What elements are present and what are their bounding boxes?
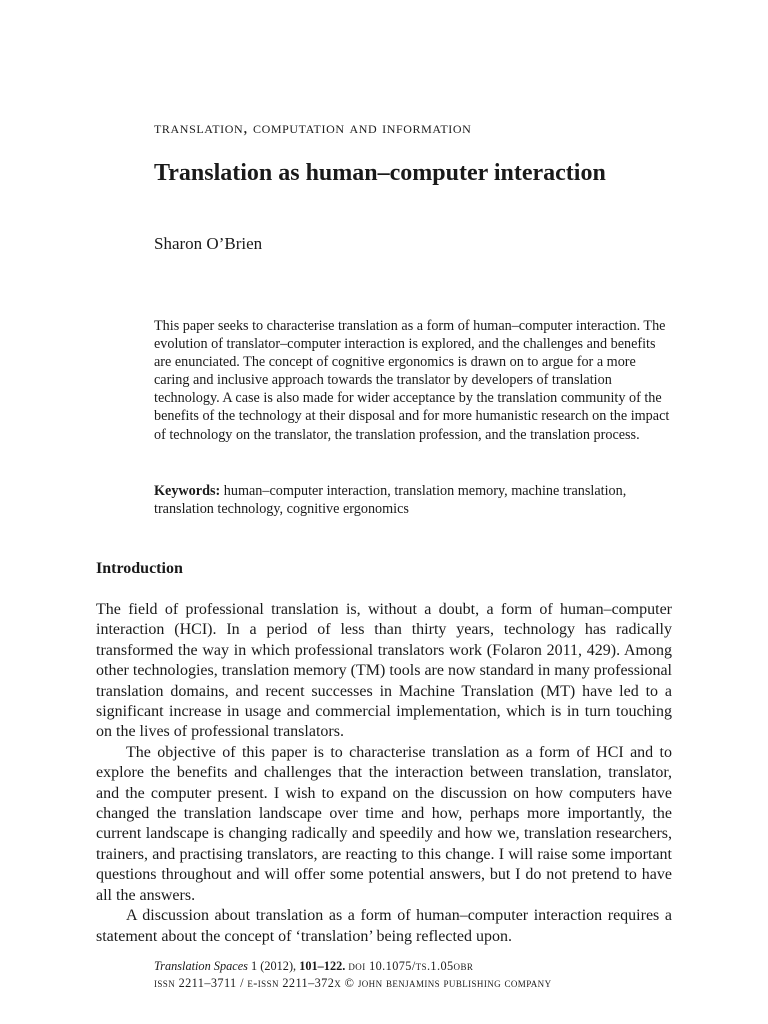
keywords-text: human–computer interaction, translation memory, machine translation, translation technology, cognitive ergonomics xyxy=(154,483,627,518)
page-footer xyxy=(154,958,551,992)
introduction-heading: Introduction xyxy=(96,560,183,577)
journal-name: Translation Spaces xyxy=(154,959,248,973)
citation-line xyxy=(154,958,551,975)
section-heading: translation, computation and information xyxy=(154,118,472,137)
journal-volume: 1 (2012), xyxy=(251,959,297,973)
abstract: This paper seeks to characterise translation as a form of human–computer interaction. The evolution of translator–computer interaction is explored, and the challenges and benefits are enunciated. The concept of cognitive ergonomics is drawn on to argue for a more caring and inclusive approach towards the translator by developers of translation technology. A case is also made for wider acceptance by the translation community of the benefits of the technology at their disposal and for more humanistic research on the impact of technology on the translator, the translation profession, and the translation process. xyxy=(154,318,670,443)
paper-title: Translation as human–computer interaction xyxy=(154,160,606,186)
page-range: 101–122. xyxy=(299,959,346,973)
keywords-label: Keywords: xyxy=(154,483,221,499)
paragraph-2: The objective of this paper is to characterise translation as a form of HCI and to explore the benefits and challenges that the interaction between translation, translator, and the computer present. I wish to expand on the discussion on how computers have changed the translation landscape over time and how, perhaps more importantly, the current landscape is changing radically and speedily and how we, translation researchers, trainers, and practising translators, are reacting to this change. I will raise some important questions throughout and will offer some potential answers, but I do not pretend to have all the answers. xyxy=(96,743,672,904)
keywords xyxy=(154,482,670,518)
author-name: Sharon O’Brien xyxy=(154,234,263,253)
introduction-body xyxy=(96,600,672,947)
paragraph-3: A discussion about translation as a form of human–computer interaction requires a statement about the concept of ‘translation’ being reflected upon. xyxy=(96,907,672,945)
paragraph-1: The field of professional translation is, without a doubt, a form of human–computer interaction (HCI). In a period of less than thirty years, technology has radically transformed the way in which professional translators work (Folaron 2011, 429). Among other technologies, translation memory (TM) tools are now standard in many professional translation domains, and recent successes in Machine Translation (MT) have led to a significant increase in usage and commercial implementation, which is in turn touching on the lives of professional translators. xyxy=(96,601,672,741)
doi[interactable]: doi 10.1075/ts.1.05obr xyxy=(348,959,474,973)
issn-line: issn 2211–3711 / e-issn 2211–372x © john benjamins publishing company xyxy=(154,976,552,990)
